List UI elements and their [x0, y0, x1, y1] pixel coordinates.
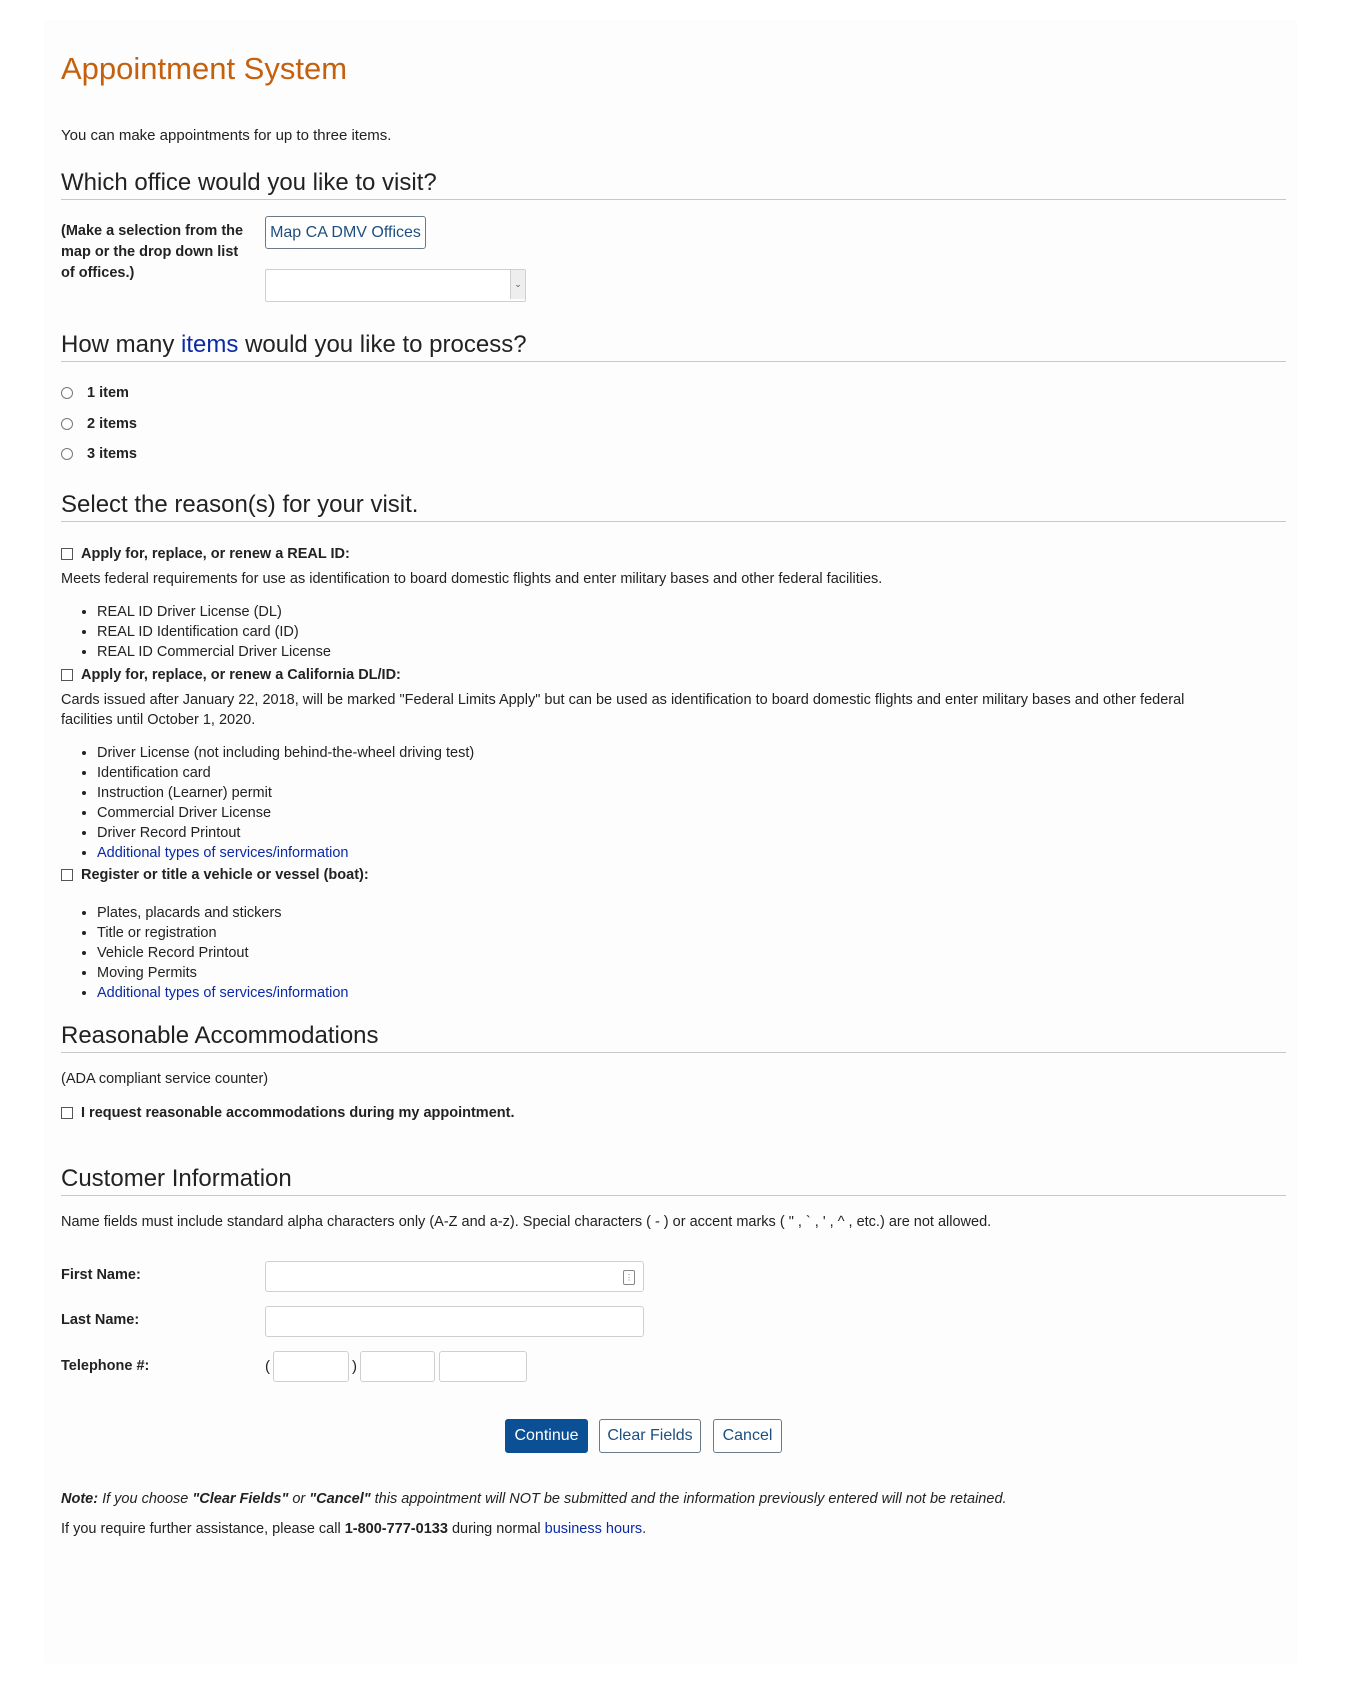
- radio-2-items[interactable]: 2 items: [61, 416, 137, 432]
- list-item: • Instruction (Learner) permit: [97, 783, 474, 803]
- list-item: • Driver Record Printout: [97, 823, 474, 843]
- vehicle-additional-services-link[interactable]: Additional types of services/information: [97, 985, 349, 1001]
- page-container: [46, 22, 1296, 1662]
- list-item: • Identification card: [97, 763, 474, 783]
- items-section-heading: How many items would you like to process?: [61, 331, 1286, 362]
- list-item: • REAL ID Identification card (ID): [97, 622, 331, 642]
- map-offices-button[interactable]: Map CA DMV Offices: [265, 216, 426, 249]
- vehicle-checkbox[interactable]: Register or title a vehicle or vessel (boat):: [61, 867, 369, 883]
- radio-circle[interactable]: [61, 387, 73, 399]
- phone-area-code-input[interactable]: [273, 1351, 349, 1382]
- list-item: • Vehicle Record Printout: [97, 943, 348, 963]
- vehicle-list: [83, 903, 348, 1003]
- accommodations-checkbox[interactable]: I request reasonable accommodations during my appointment.: [61, 1105, 514, 1121]
- real-id-checkbox[interactable]: Apply for, replace, or renew a REAL ID:: [61, 546, 350, 562]
- last-name-label: Last Name:: [61, 1312, 140, 1328]
- phone-close-paren: ): [352, 1358, 357, 1375]
- real-id-description: Meets federal requirements for use as identification to board domestic flights and enter military bases and other federal facilities.: [61, 571, 883, 587]
- office-select[interactable]: [265, 269, 526, 302]
- ada-note: (ADA compliant service counter): [61, 1071, 269, 1087]
- help-text: If you require further assistance, please call 1-800-777-0133 during normal business hours.: [61, 1521, 647, 1537]
- items-link[interactable]: items: [181, 331, 239, 358]
- note-text: Note: If you choose "Clear Fields" or "Cancel" this appointment will NOT be submitted and the information previously entered will not be retained.: [61, 1491, 1007, 1507]
- radio-1-item[interactable]: 1 item: [61, 385, 129, 401]
- name-rules: Name fields must include standard alpha characters only (A-Z and a-z). Special characters ( - ) or accent marks ( " , ` , ' , ^ , etc.) are not allowed.: [61, 1214, 992, 1230]
- list-item: • REAL ID Driver License (DL): [97, 602, 331, 622]
- chevron-down-icon: ⌄: [510, 270, 525, 299]
- list-item: • Title or registration: [97, 923, 348, 943]
- list-item: • Driver License (not including behind-the-wheel driving test): [97, 743, 474, 763]
- list-item: • Plates, placards and stickers: [97, 903, 348, 923]
- list-item: • Moving Permits: [97, 963, 348, 983]
- business-hours-link[interactable]: business hours: [544, 1521, 643, 1537]
- help-phone: 1-800-777-0133: [344, 1521, 448, 1537]
- checkbox-box[interactable]: [61, 1107, 73, 1119]
- reasons-section-heading: Select the reason(s) for your visit.: [61, 491, 1286, 522]
- clear-fields-button[interactable]: Clear Fields: [599, 1419, 701, 1453]
- ca-dl-description: Cards issued after January 22, 2018, will be marked "Federal Limits Apply" but can be used as identification to board domestic flights and enter military bases and other federal facilities until October 1, 2020.: [61, 692, 1185, 728]
- list-item: • Commercial Driver License: [97, 803, 474, 823]
- real-id-list: [83, 602, 331, 662]
- page-title: Appointment System: [61, 51, 348, 86]
- ca-dl-checkbox[interactable]: Apply for, replace, or renew a California DL/ID:: [61, 667, 401, 683]
- accommodations-section-heading: Reasonable Accommodations: [61, 1022, 1286, 1053]
- phone-prefix-input[interactable]: [360, 1351, 435, 1382]
- checkbox-box[interactable]: [61, 869, 73, 881]
- radio-circle[interactable]: [61, 418, 73, 430]
- office-section-heading: Which office would you like to visit?: [61, 169, 1286, 200]
- checkbox-box[interactable]: [61, 669, 73, 681]
- list-item: • REAL ID Commercial Driver License: [97, 642, 331, 662]
- additional-services-link[interactable]: Additional types of services/information: [97, 845, 349, 861]
- list-item-link: [97, 843, 474, 863]
- intro-text: You can make appointments for up to three items.: [61, 127, 392, 144]
- autofill-icon[interactable]: ⋮: [623, 1270, 635, 1285]
- phone-line-input[interactable]: [439, 1351, 527, 1382]
- customer-section-heading: Customer Information: [61, 1165, 1286, 1196]
- office-hint: (Make a selection from the map or the drop down list of offices.): [61, 223, 244, 281]
- cancel-button[interactable]: Cancel: [713, 1419, 782, 1453]
- phone-label: Telephone #:: [61, 1358, 150, 1374]
- first-name-input[interactable]: [265, 1261, 644, 1292]
- first-name-label: First Name:: [61, 1267, 141, 1283]
- radio-circle[interactable]: [61, 448, 73, 460]
- phone-open-paren: (: [265, 1358, 270, 1375]
- list-item-link: [97, 983, 348, 1003]
- ca-dl-list: [83, 743, 474, 863]
- continue-button[interactable]: Continue: [505, 1419, 588, 1453]
- radio-3-items[interactable]: 3 items: [61, 446, 137, 462]
- last-name-input[interactable]: [265, 1306, 644, 1337]
- checkbox-box[interactable]: [61, 548, 73, 560]
